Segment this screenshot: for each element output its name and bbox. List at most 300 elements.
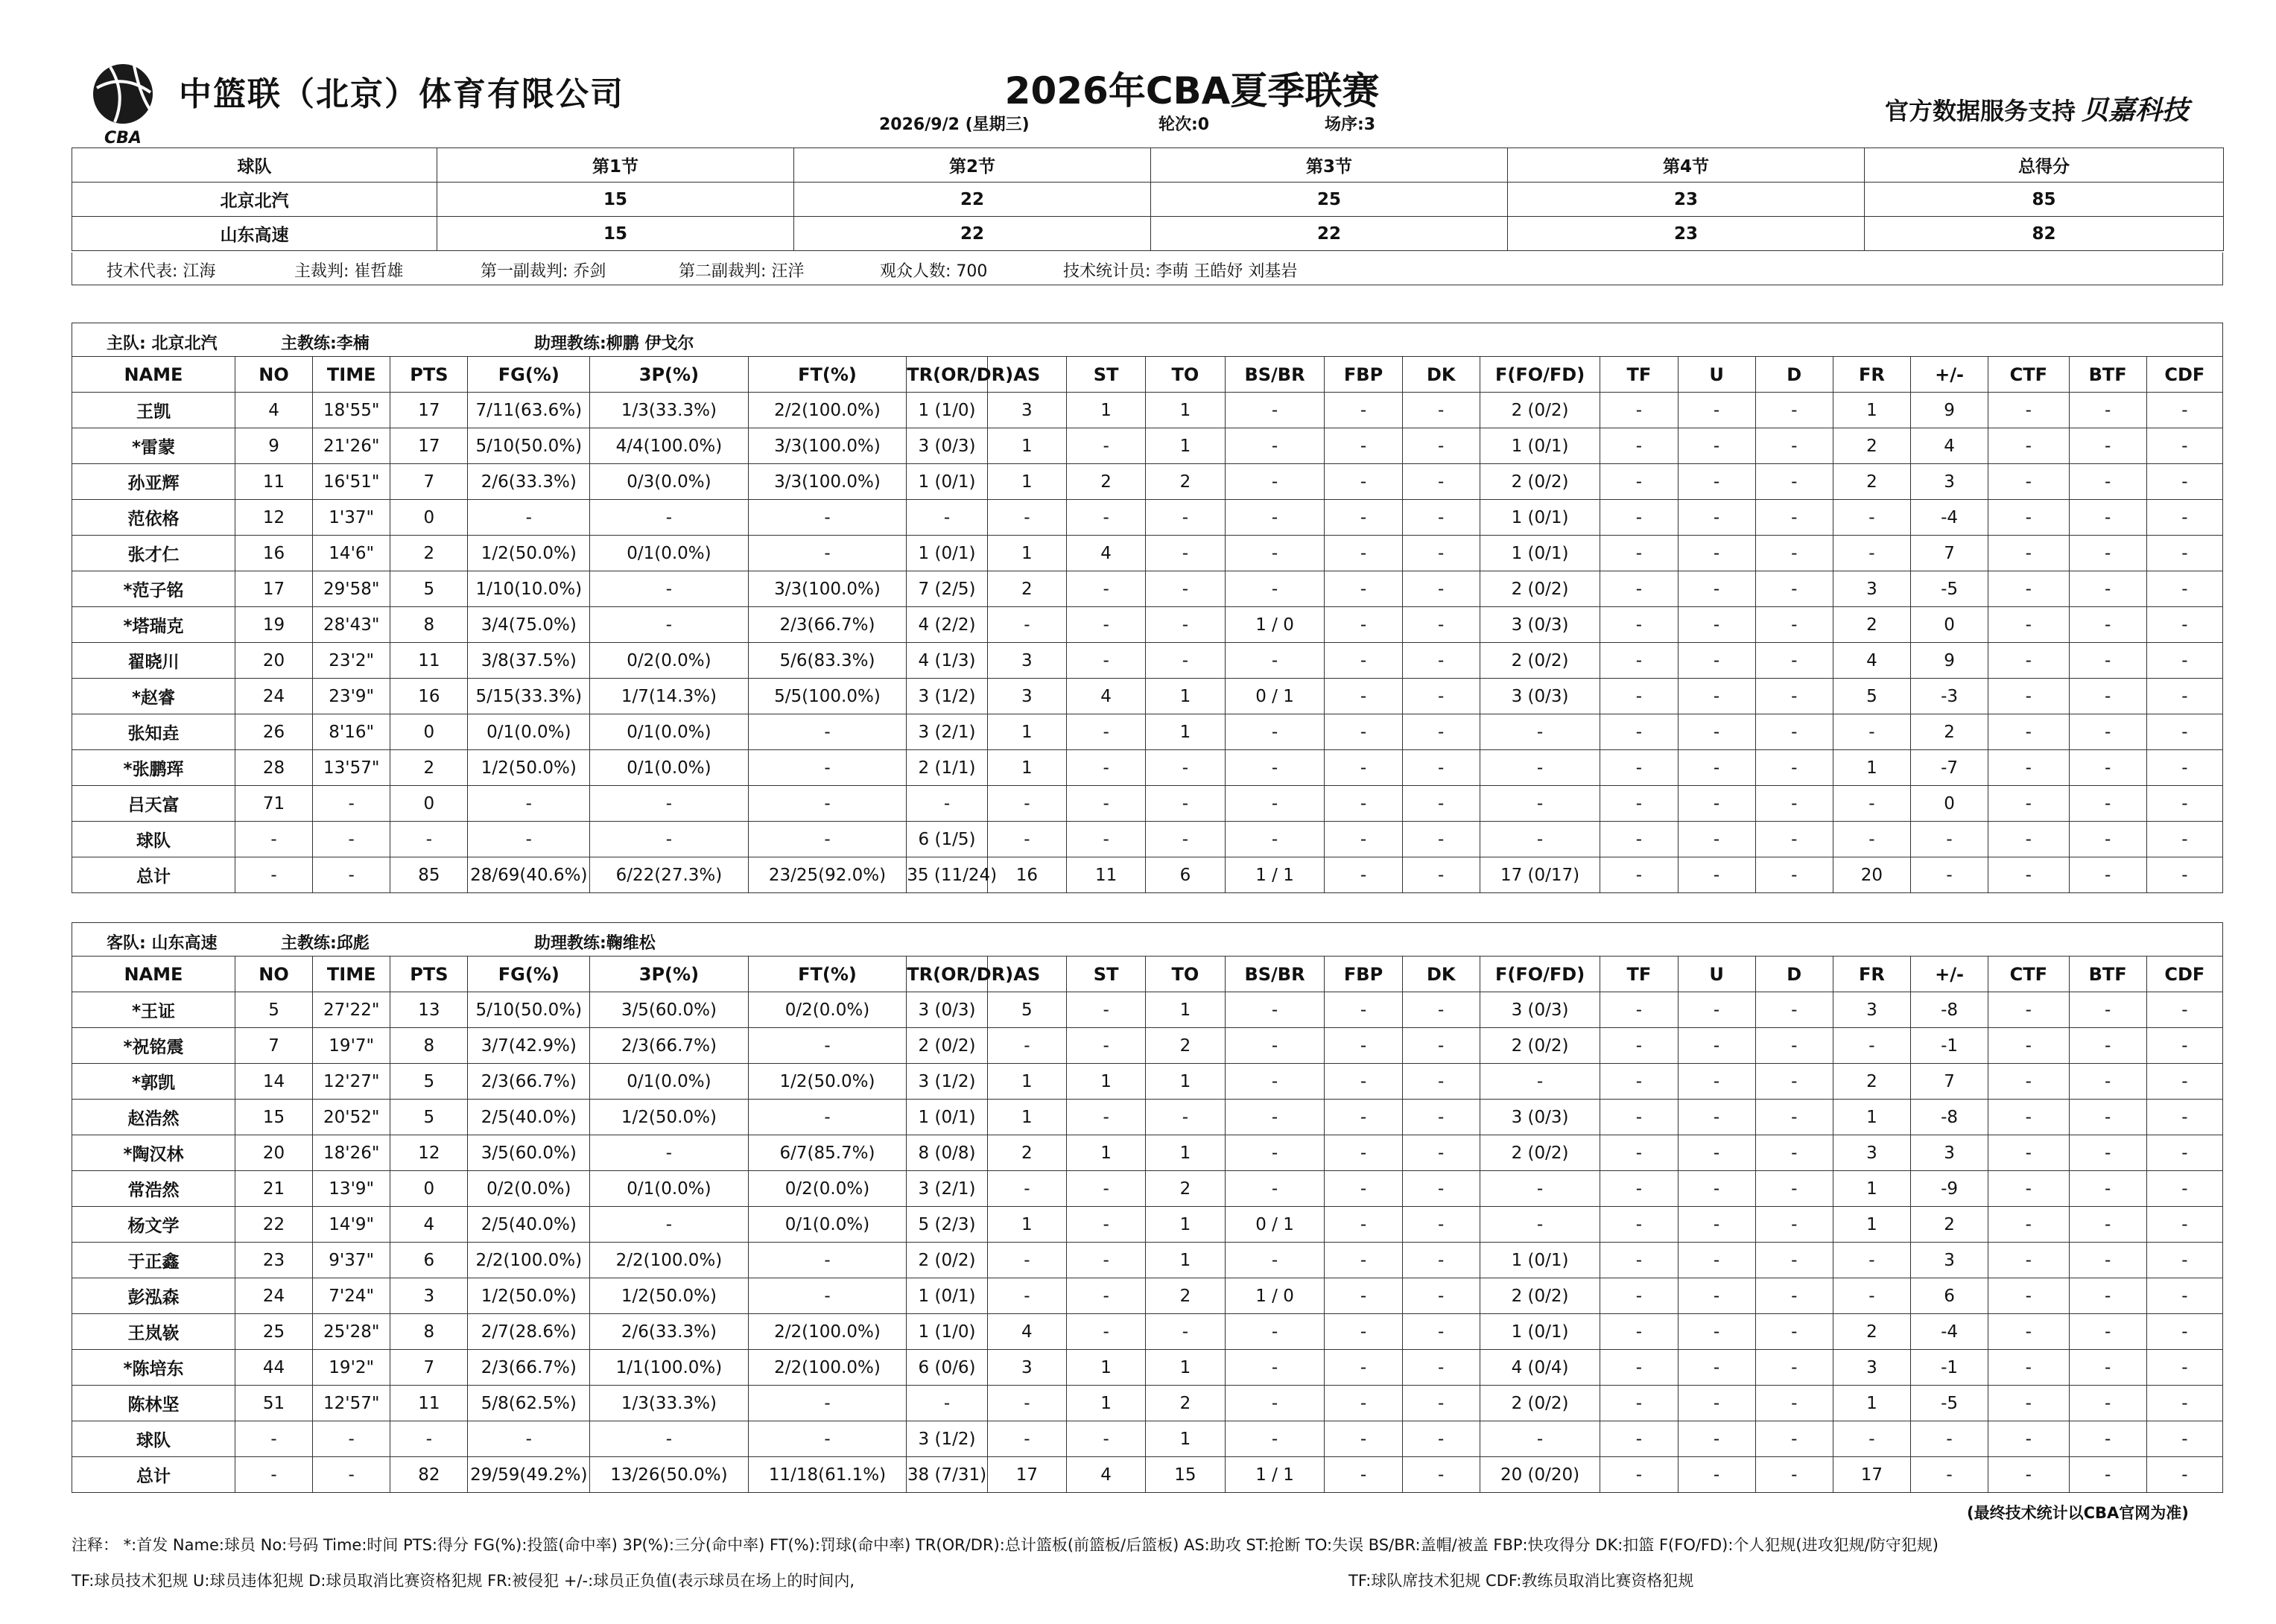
stat-cell: 29/59(49.2%): [468, 1457, 590, 1493]
stat-cell: 12'27": [313, 1064, 390, 1100]
summary-header-cell: 第4节: [1508, 148, 1865, 183]
stat-cell: -: [1066, 1028, 1145, 1064]
stat-cell: -: [1755, 857, 1833, 893]
stat-cell: 5: [390, 571, 468, 607]
stat-cell: -: [1225, 464, 1325, 500]
stat-cell: -: [1066, 714, 1145, 750]
stat-cell: -: [1755, 500, 1833, 536]
stat-cell: 1 (0/1): [1480, 428, 1600, 464]
column-header: F(FO/FD): [1480, 357, 1600, 393]
stat-cell: -: [987, 1028, 1066, 1064]
player-name: 彭泓森: [72, 1278, 235, 1314]
stat-cell: -: [987, 500, 1066, 536]
player-row: [72, 750, 2223, 786]
company-name: 中篮联（北京）体育有限公司: [179, 75, 624, 113]
stat-cell: 2 (0/2): [1480, 1135, 1600, 1171]
stat-cell: -: [1402, 1278, 1480, 1314]
stat-cell: -: [2146, 786, 2222, 822]
stat-cell: -: [1988, 500, 2069, 536]
stat-cell: 1: [1833, 1386, 1910, 1421]
stat-cell: -: [1066, 1278, 1145, 1314]
stat-cell: 2/3(66.7%): [468, 1064, 590, 1100]
stat-cell: -: [748, 750, 907, 786]
stat-cell: -: [235, 1421, 312, 1457]
stat-cell: 3/5(60.0%): [468, 1135, 590, 1171]
summary-cell: 23: [1508, 183, 1865, 217]
stat-cell: -: [1988, 1243, 2069, 1278]
stat-cell: -: [313, 822, 390, 857]
stat-cell: 1/10(10.0%): [468, 571, 590, 607]
player-name: 王凯: [72, 393, 235, 428]
stat-cell: -: [2069, 1064, 2146, 1100]
stat-cell: -: [1833, 786, 1910, 822]
stat-cell: -: [590, 786, 749, 822]
stat-cell: 6/22(27.3%): [590, 857, 749, 893]
column-header: NO: [235, 957, 312, 992]
stat-cell: -: [1678, 992, 1755, 1028]
stat-cell: 3/4(75.0%): [468, 607, 590, 643]
stat-cell: 16: [987, 857, 1066, 893]
stat-cell: 8: [390, 607, 468, 643]
stat-cell: -5: [1910, 1386, 1988, 1421]
stat-cell: -: [1755, 571, 1833, 607]
stat-cell: -: [1325, 992, 1402, 1028]
stat-cell: 20'52": [313, 1100, 390, 1135]
stat-cell: -: [1600, 1421, 1678, 1457]
summary-cell: 15: [437, 217, 794, 251]
stat-cell: 0/1(0.0%): [468, 714, 590, 750]
stat-cell: 1 (0/1): [907, 1278, 987, 1314]
stat-cell: -: [1755, 536, 1833, 571]
stat-cell: 1/2(50.0%): [468, 1278, 590, 1314]
stat-cell: -: [2069, 857, 2146, 893]
stat-cell: 5 (2/3): [907, 1207, 987, 1243]
stat-cell: -: [1755, 393, 1833, 428]
player-row: [72, 1135, 2223, 1171]
stat-cell: -8: [1910, 1100, 1988, 1135]
stat-cell: -: [1755, 1278, 1833, 1314]
stat-cell: 4 (1/3): [907, 643, 987, 679]
home-assistants: 助理教练:柳鹏 伊戈尔: [534, 334, 694, 353]
stat-cell: 4: [1833, 643, 1910, 679]
stat-cell: -: [1678, 643, 1755, 679]
stat-cell: -: [1910, 857, 1988, 893]
stat-cell: 3 (1/2): [907, 1064, 987, 1100]
summary-row: [72, 217, 2224, 251]
stat-cell: -: [748, 1100, 907, 1135]
stat-cell: -: [2069, 1100, 2146, 1135]
stat-cell: -: [1402, 1314, 1480, 1350]
stat-cell: -: [1225, 1350, 1325, 1386]
stat-cell: 2/5(40.0%): [468, 1100, 590, 1135]
stat-cell: -: [1600, 992, 1678, 1028]
stat-cell: -: [1225, 1421, 1325, 1457]
stat-cell: -: [1600, 750, 1678, 786]
stat-cell: -: [2146, 1171, 2222, 1207]
player-name: 杨文学: [72, 1207, 235, 1243]
stat-cell: 4: [1066, 679, 1145, 714]
stat-cell: 1: [1146, 1243, 1225, 1278]
stat-cell: 23: [235, 1243, 312, 1278]
stat-cell: -: [1066, 992, 1145, 1028]
stat-cell: -: [590, 1421, 749, 1457]
player-row: [72, 536, 2223, 571]
stat-cell: -: [748, 822, 907, 857]
stat-cell: 38 (7/31): [907, 1457, 987, 1493]
stat-cell: -: [1988, 428, 2069, 464]
stat-cell: -: [1988, 1100, 2069, 1135]
home-team-header: [72, 323, 2223, 357]
stat-cell: -: [1325, 500, 1402, 536]
summary-cell: 25: [1151, 183, 1508, 217]
stat-cell: 3 (2/1): [907, 714, 987, 750]
column-header: ST: [1066, 957, 1145, 992]
stat-cell: -: [1225, 822, 1325, 857]
stat-cell: -: [1325, 1135, 1402, 1171]
stat-cell: -: [1402, 500, 1480, 536]
stat-cell: 0/2(0.0%): [468, 1171, 590, 1207]
column-header: TF: [1600, 957, 1678, 992]
stat-cell: -: [1678, 393, 1755, 428]
stat-cell: -: [1325, 1100, 1402, 1135]
column-header: BTF: [2069, 357, 2146, 393]
stat-cell: -: [1678, 607, 1755, 643]
referee: 主裁判: 崔哲雄: [294, 262, 404, 281]
stat-cell: -: [1988, 464, 2069, 500]
stat-cell: -: [1600, 1457, 1678, 1493]
stat-cell: 1/2(50.0%): [748, 1064, 907, 1100]
player-name: *塔瑞克: [72, 607, 235, 643]
stat-cell: -: [1402, 1028, 1480, 1064]
stat-cell: -: [1325, 1028, 1402, 1064]
stat-cell: 18'26": [313, 1135, 390, 1171]
stat-cell: -: [1402, 1207, 1480, 1243]
stat-cell: 3/3(100.0%): [748, 428, 907, 464]
stat-cell: 1: [1146, 679, 1225, 714]
stat-cell: -: [313, 1421, 390, 1457]
stat-cell: -: [1600, 607, 1678, 643]
stat-cell: -: [2069, 786, 2146, 822]
player-row: [72, 428, 2223, 464]
player-row: [72, 1100, 2223, 1135]
stat-cell: -: [1402, 992, 1480, 1028]
stat-cell: -: [1678, 1064, 1755, 1100]
player-row: [72, 1028, 2223, 1064]
stat-cell: 1 (0/1): [907, 464, 987, 500]
stat-cell: -: [1988, 571, 2069, 607]
stat-cell: -: [1325, 536, 1402, 571]
stat-cell: -: [590, 1135, 749, 1171]
stat-cell: 2: [390, 536, 468, 571]
stat-cell: -: [1325, 643, 1402, 679]
player-name: *张鹏珲: [72, 750, 235, 786]
stat-cell: 1: [1146, 992, 1225, 1028]
column-header: PTS: [390, 357, 468, 393]
stat-cell: -: [1480, 1421, 1600, 1457]
stat-cell: 5: [390, 1100, 468, 1135]
player-name: 王岚嵚: [72, 1314, 235, 1350]
column-header: CDF: [2146, 357, 2222, 393]
stat-cell: -1: [1910, 1028, 1988, 1064]
stat-cell: -: [2146, 1100, 2222, 1135]
summary-header-cell: 第1节: [437, 148, 794, 183]
stat-cell: 4: [1910, 428, 1988, 464]
stat-cell: 2 (1/1): [907, 750, 987, 786]
stat-cell: -: [748, 1421, 907, 1457]
stat-cell: -: [1678, 428, 1755, 464]
stat-cell: -: [2146, 428, 2222, 464]
stat-cell: -: [2069, 1386, 2146, 1421]
player-name: 常浩然: [72, 1171, 235, 1207]
stat-cell: 8: [390, 1314, 468, 1350]
player-row: [72, 1171, 2223, 1207]
stat-cell: -: [1988, 679, 2069, 714]
stat-cell: -: [1402, 1243, 1480, 1278]
stat-cell: 11: [390, 1386, 468, 1421]
stat-cell: -: [2146, 393, 2222, 428]
column-header: NAME: [72, 357, 235, 393]
stat-cell: -: [1833, 536, 1910, 571]
stat-cell: 1/3(33.3%): [590, 1386, 749, 1421]
stat-cell: -: [1600, 1350, 1678, 1386]
stat-cell: -: [1600, 1028, 1678, 1064]
column-header: PTS: [390, 957, 468, 992]
home-boxscore-table: [72, 356, 2223, 893]
stat-cell: 2/2(100.0%): [590, 1243, 749, 1278]
stat-cell: 2/3(66.7%): [590, 1028, 749, 1064]
column-header: TO: [1146, 357, 1225, 393]
column-header: FT(%): [748, 957, 907, 992]
stat-cell: -: [1678, 1135, 1755, 1171]
stat-cell: -: [1066, 1100, 1145, 1135]
stat-cell: 28/69(40.6%): [468, 857, 590, 893]
stat-cell: 0/2(0.0%): [748, 1171, 907, 1207]
player-name: *陈培东: [72, 1350, 235, 1386]
stat-cell: 3 (0/3): [907, 428, 987, 464]
stat-cell: -: [748, 1386, 907, 1421]
stat-cell: -: [1146, 571, 1225, 607]
stat-cell: -: [1988, 1028, 2069, 1064]
player-name: 孙亚辉: [72, 464, 235, 500]
stat-cell: -: [1678, 1100, 1755, 1135]
stat-cell: 3: [1833, 1350, 1910, 1386]
stat-cell: 2: [1833, 428, 1910, 464]
stat-cell: -: [235, 857, 312, 893]
summary-header-cell: 总得分: [1865, 148, 2224, 183]
summary-cell: 22: [794, 183, 1151, 217]
stat-cell: -: [1402, 1386, 1480, 1421]
attendance: 观众人数: 700: [880, 262, 988, 281]
stat-cell: -: [1325, 1171, 1402, 1207]
stat-cell: -: [2069, 500, 2146, 536]
stat-cell: 1 / 0: [1225, 1278, 1325, 1314]
stat-cell: -: [1146, 786, 1225, 822]
column-header: U: [1678, 357, 1755, 393]
column-header: TIME: [313, 357, 390, 393]
stat-cell: 2/6(33.3%): [590, 1314, 749, 1350]
stat-cell: -: [2146, 1135, 2222, 1171]
stat-cell: -: [1988, 1064, 2069, 1100]
column-header: BS/BR: [1225, 957, 1325, 992]
stat-cell: -: [1325, 571, 1402, 607]
player-row: [72, 714, 2223, 750]
stat-cell: -: [1833, 1278, 1910, 1314]
stat-cell: 3 (2/1): [907, 1171, 987, 1207]
report-header: [0, 0, 2276, 149]
stat-cell: -: [1910, 1421, 1988, 1457]
stat-cell: 14'6": [313, 536, 390, 571]
stat-cell: 2: [1833, 1064, 1910, 1100]
column-header: CDF: [2146, 957, 2222, 992]
stat-cell: 2/3(66.7%): [748, 607, 907, 643]
stat-cell: -: [1066, 750, 1145, 786]
player-row: [72, 1457, 2223, 1493]
stat-cell: -: [1678, 1243, 1755, 1278]
stat-cell: -: [1146, 643, 1225, 679]
stat-cell: 26: [235, 714, 312, 750]
stat-cell: 44: [235, 1350, 312, 1386]
stat-cell: -: [2069, 643, 2146, 679]
stat-cell: 1: [1146, 714, 1225, 750]
stat-cell: 12: [390, 1135, 468, 1171]
stat-cell: -: [1600, 1100, 1678, 1135]
stat-cell: -: [748, 1278, 907, 1314]
stat-cell: -: [1600, 1207, 1678, 1243]
player-name: *雷蒙: [72, 428, 235, 464]
stat-cell: -: [313, 1457, 390, 1493]
stat-cell: 6 (0/6): [907, 1350, 987, 1386]
column-header: D: [1755, 357, 1833, 393]
stat-cell: 19'7": [313, 1028, 390, 1064]
stat-cell: -: [1755, 464, 1833, 500]
stat-cell: -: [235, 822, 312, 857]
stat-cell: -: [2146, 1064, 2222, 1100]
stat-cell: -: [1225, 1243, 1325, 1278]
stat-cell: 3: [1833, 1135, 1910, 1171]
stat-cell: 6/7(85.7%): [748, 1135, 907, 1171]
stat-cell: -: [1402, 607, 1480, 643]
stat-cell: 1: [1833, 1100, 1910, 1135]
stat-cell: -: [468, 1421, 590, 1457]
stat-cell: 24: [235, 1278, 312, 1314]
stat-cell: 2: [1146, 1386, 1225, 1421]
stat-cell: 16: [235, 536, 312, 571]
stat-cell: 0: [390, 714, 468, 750]
stat-cell: -: [1480, 822, 1600, 857]
stat-cell: 1: [987, 428, 1066, 464]
stat-cell: -: [2146, 992, 2222, 1028]
stat-cell: -: [2146, 500, 2222, 536]
stat-cell: 20: [235, 643, 312, 679]
column-header: AS: [987, 357, 1066, 393]
stat-cell: -: [1225, 714, 1325, 750]
stat-cell: 27'22": [313, 992, 390, 1028]
column-header: AS: [987, 957, 1066, 992]
stat-cell: -: [1678, 714, 1755, 750]
stat-cell: -: [1325, 1207, 1402, 1243]
stat-cell: -: [1066, 1207, 1145, 1243]
stat-cell: 1: [1833, 750, 1910, 786]
player-name: 总计: [72, 1457, 235, 1493]
stat-cell: -: [1755, 750, 1833, 786]
stat-cell: -: [2146, 1207, 2222, 1243]
stat-cell: 0: [390, 1171, 468, 1207]
stat-cell: 4 (2/2): [907, 607, 987, 643]
column-header: FBP: [1325, 357, 1402, 393]
stat-cell: 7'24": [313, 1278, 390, 1314]
player-name: *陶汉林: [72, 1135, 235, 1171]
stat-cell: -: [1225, 1314, 1325, 1350]
stat-cell: 35 (11/24): [907, 857, 987, 893]
summary-cell: 23: [1508, 217, 1865, 251]
stat-cell: -: [2069, 1350, 2146, 1386]
legend-note-2: TF:球员技术犯规 U:球员违体犯规 D:球员取消比赛资格犯规 FR:被侵犯 +/-:球员正负值(表示球员在场上的时间内,: [72, 1572, 855, 1590]
stat-cell: -: [1833, 714, 1910, 750]
stat-cell: -: [1600, 1278, 1678, 1314]
stat-cell: -: [2146, 1278, 2222, 1314]
player-row: [72, 786, 2223, 822]
stat-cell: -: [1402, 464, 1480, 500]
stat-cell: -: [1833, 1421, 1910, 1457]
stat-cell: -: [2069, 1278, 2146, 1314]
score-summary-table: [72, 148, 2224, 251]
stat-cell: -: [1066, 500, 1145, 536]
column-header: TR(OR/DR): [907, 957, 987, 992]
stat-cell: -: [2069, 750, 2146, 786]
player-row: [72, 464, 2223, 500]
player-name: *王证: [72, 992, 235, 1028]
stat-cell: 9: [1910, 393, 1988, 428]
stat-cell: -: [1678, 1421, 1755, 1457]
stat-cell: 1: [1833, 1171, 1910, 1207]
column-header: TO: [1146, 957, 1225, 992]
stat-cell: 5: [235, 992, 312, 1028]
stat-cell: -: [1755, 786, 1833, 822]
stat-cell: -: [1066, 1243, 1145, 1278]
stat-cell: -: [1225, 536, 1325, 571]
stat-cell: 25: [235, 1314, 312, 1350]
stat-cell: 4 (0/4): [1480, 1350, 1600, 1386]
stat-cell: -: [1325, 1421, 1402, 1457]
stat-cell: 1: [1066, 1135, 1145, 1171]
stat-cell: 9'37": [313, 1243, 390, 1278]
stat-cell: -: [2069, 1171, 2146, 1207]
stat-cell: 1: [1146, 393, 1225, 428]
stat-cell: -: [1600, 1135, 1678, 1171]
stat-cell: -: [1678, 1171, 1755, 1207]
game-round: 轮次:0: [1158, 115, 1210, 134]
stat-cell: 3/7(42.9%): [468, 1028, 590, 1064]
stat-cell: -: [1066, 607, 1145, 643]
stat-cell: 1 (1/0): [907, 393, 987, 428]
stat-cell: -: [468, 786, 590, 822]
column-header: CTF: [1988, 957, 2069, 992]
column-header: 3P(%): [590, 357, 749, 393]
stat-cell: -: [907, 1386, 987, 1421]
stat-cell: -: [748, 1243, 907, 1278]
column-header-row: [72, 957, 2223, 992]
stat-cell: 4: [987, 1314, 1066, 1350]
stat-cell: 18'55": [313, 393, 390, 428]
stat-cell: -: [748, 536, 907, 571]
stat-cell: -: [1402, 1350, 1480, 1386]
stat-cell: 2/7(28.6%): [468, 1314, 590, 1350]
game-date: 2026/9/2 (星期三): [879, 115, 1030, 134]
stat-cell: 3 (1/2): [907, 1421, 987, 1457]
stat-cell: 5: [1833, 679, 1910, 714]
stat-cell: 2: [987, 571, 1066, 607]
stat-cell: -: [590, 500, 749, 536]
